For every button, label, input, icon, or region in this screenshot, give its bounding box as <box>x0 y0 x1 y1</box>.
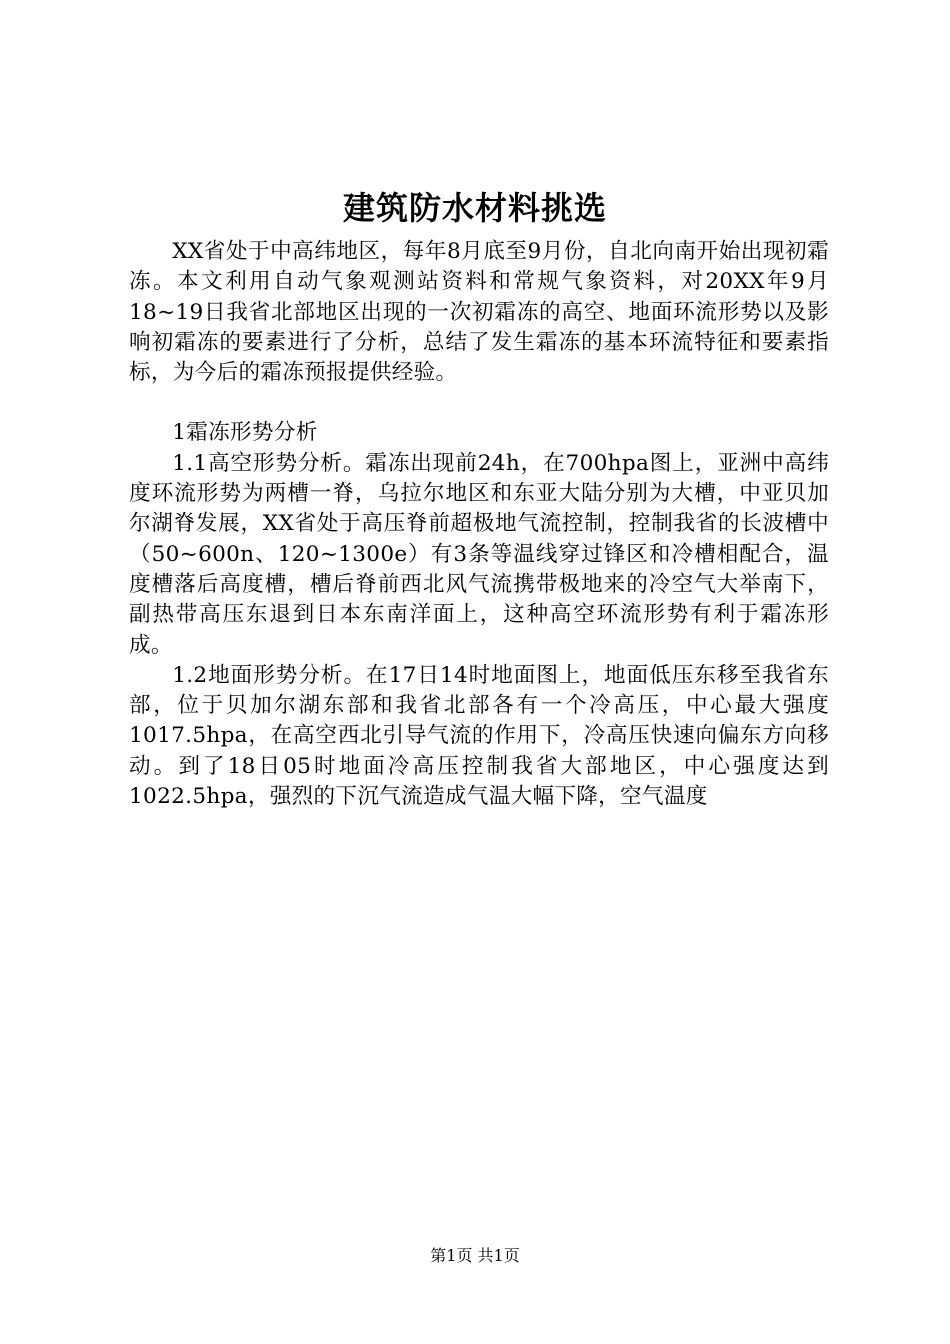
document-body <box>129 237 829 812</box>
section-heading: 1霜冻形势分析 <box>172 420 318 446</box>
intro-paragraph: XX省处于中高纬地区，每年8月底至9月份，自北向南开始出现初霜冻。本文利用自动气象观测站资料和常规气象资料，对20XX年9月18~19日我省北部地区出现的一次初霜冻的高空、地面环流形势以及影响初霜冻的要素进行了分析，总结了发生霜冻的基本环流特征和要素指标，为今后的霜冻预报提供经验。 <box>129 239 829 386</box>
surface-paragraph: 1.2地面形势分析。在17日14时地面图上，地面低压东移至我省东部，位于贝加尔湖东部和我省北部各有一个冷高压，中心最大强度1017.5hpa，在高空西北引导气流的作用下，冷高压快速向偏东方向移动。到了18日05时地面冷高压控制我省大部地区，中心强度达到1022.5hpa，强烈的下沉气流造成气温大幅下降，空气温度 <box>129 662 829 810</box>
document-title: 建筑防水材料挑选 <box>342 189 607 227</box>
page-footer: 第1页 共1页 <box>430 1246 520 1265</box>
upper-air-paragraph: 1.1高空形势分析。霜冻出现前24h，在700hpa图上，亚洲中高纬度环流形势为两槽一脊，乌拉尔地区和东亚大陆分别为大槽，中亚贝加尔湖脊发展，XX省处于高压脊前超极地气流控制，控制我省的长波槽中（50~600n、120~1300e）有3条等温线穿过锋区和冷槽相配合，温度槽落后高度槽，槽后脊前西北风气流携带极地来的冷空气大举南下，副热带高压东退到日本东南洋面上，这种高空环流形势有利于霜冻形成。 <box>129 450 829 658</box>
